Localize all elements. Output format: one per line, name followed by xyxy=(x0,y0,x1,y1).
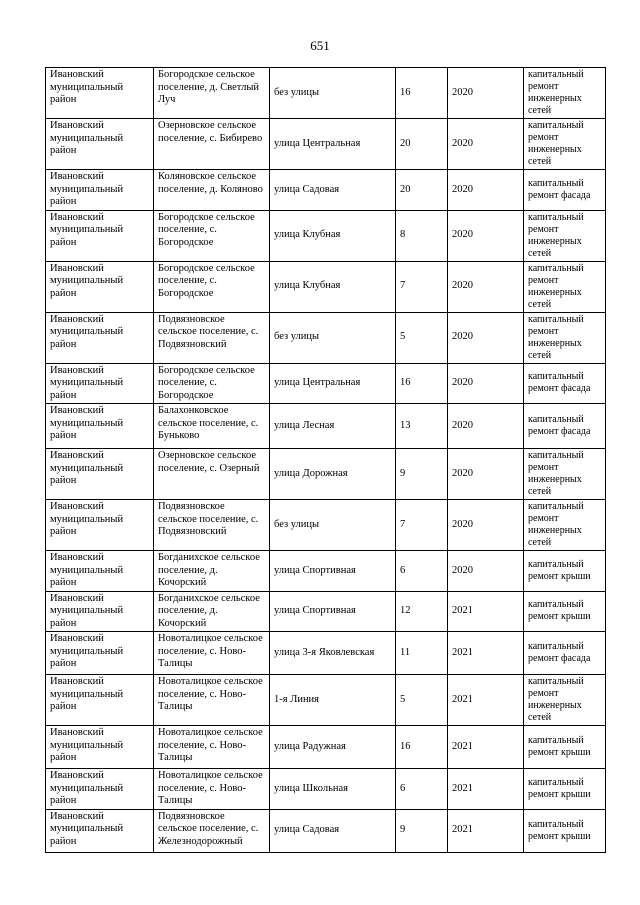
house-number-cell: 20 xyxy=(396,170,448,211)
year-cell: 2020 xyxy=(448,551,524,592)
house-number-cell: 8 xyxy=(396,210,448,261)
house-number-cell: 7 xyxy=(396,261,448,312)
house-number-cell: 6 xyxy=(396,769,448,810)
table-body xyxy=(46,68,606,853)
settlement-cell: Новоталицкое сельское поселение, с. Ново-Талицы xyxy=(154,726,270,769)
work-type-cell: капитальный ремонт крыши xyxy=(524,809,606,852)
housing-repair-table xyxy=(45,67,606,853)
table-row xyxy=(46,312,606,363)
table-row xyxy=(46,210,606,261)
house-number-cell: 16 xyxy=(396,68,448,119)
year-cell: 2020 xyxy=(448,363,524,404)
settlement-cell: Богданихское сельское поселение, д. Кочорский xyxy=(154,591,270,632)
table-row xyxy=(46,591,606,632)
street-cell: без улицы xyxy=(270,68,396,119)
street-cell: улица Лесная xyxy=(270,404,396,449)
district-cell: Ивановский муниципальный район xyxy=(46,210,154,261)
district-cell: Ивановский муниципальный район xyxy=(46,261,154,312)
district-cell: Ивановский муниципальный район xyxy=(46,591,154,632)
settlement-cell: Богородское сельское поселение, с. Богородское xyxy=(154,363,270,404)
year-cell: 2021 xyxy=(448,675,524,726)
house-number-cell: 9 xyxy=(396,449,448,500)
table-row xyxy=(46,632,606,675)
settlement-cell: Богородское сельское поселение, с. Богородское xyxy=(154,261,270,312)
settlement-cell: Коляновское сельское поселение, д. Коляново xyxy=(154,170,270,211)
table-row xyxy=(46,261,606,312)
settlement-cell: Подвязновское сельское поселение, с. Подвязновский xyxy=(154,312,270,363)
house-number-cell: 6 xyxy=(396,551,448,592)
settlement-cell: Озерновское сельское поселение, с. Озерный xyxy=(154,449,270,500)
year-cell: 2021 xyxy=(448,769,524,810)
settlement-cell: Озерновское сельское поселение, с. Бибирево xyxy=(154,119,270,170)
street-cell: улица Спортивная xyxy=(270,591,396,632)
year-cell: 2021 xyxy=(448,809,524,852)
district-cell: Ивановский муниципальный район xyxy=(46,404,154,449)
year-cell: 2020 xyxy=(448,449,524,500)
house-number-cell: 20 xyxy=(396,119,448,170)
district-cell: Ивановский муниципальный район xyxy=(46,809,154,852)
settlement-cell: Богданихское сельское поселение, д. Кочорский xyxy=(154,551,270,592)
work-type-cell: капитальный ремонт инженерных сетей xyxy=(524,119,606,170)
street-cell: улица Садовая xyxy=(270,809,396,852)
district-cell: Ивановский муниципальный район xyxy=(46,68,154,119)
table-row xyxy=(46,449,606,500)
street-cell: 1-я Линия xyxy=(270,675,396,726)
district-cell: Ивановский муниципальный район xyxy=(46,119,154,170)
work-type-cell: капитальный ремонт фасада xyxy=(524,170,606,211)
work-type-cell: капитальный ремонт крыши xyxy=(524,591,606,632)
work-type-cell: капитальный ремонт инженерных сетей xyxy=(524,312,606,363)
table-row xyxy=(46,551,606,592)
work-type-cell: капитальный ремонт инженерных сетей xyxy=(524,210,606,261)
street-cell: улица Центральная xyxy=(270,119,396,170)
district-cell: Ивановский муниципальный район xyxy=(46,551,154,592)
year-cell: 2021 xyxy=(448,591,524,632)
street-cell: без улицы xyxy=(270,312,396,363)
settlement-cell: Подвязновское сельское поселение, с. Подвязновский xyxy=(154,500,270,551)
street-cell: без улицы xyxy=(270,500,396,551)
house-number-cell: 7 xyxy=(396,500,448,551)
table-row xyxy=(46,119,606,170)
street-cell: улица Садовая xyxy=(270,170,396,211)
street-cell: улица Клубная xyxy=(270,210,396,261)
house-number-cell: 9 xyxy=(396,809,448,852)
table-row xyxy=(46,363,606,404)
table-row xyxy=(46,500,606,551)
house-number-cell: 11 xyxy=(396,632,448,675)
district-cell: Ивановский муниципальный район xyxy=(46,312,154,363)
settlement-cell: Богородское сельское поселение, д. Светлый Луч xyxy=(154,68,270,119)
settlement-cell: Новоталицкое сельское поселение, с. Ново-Талицы xyxy=(154,769,270,810)
work-type-cell: капитальный ремонт крыши xyxy=(524,726,606,769)
district-cell: Ивановский муниципальный район xyxy=(46,675,154,726)
house-number-cell: 16 xyxy=(396,363,448,404)
work-type-cell: капитальный ремонт инженерных сетей xyxy=(524,449,606,500)
table-row xyxy=(46,404,606,449)
work-type-cell: капитальный ремонт крыши xyxy=(524,551,606,592)
table-row xyxy=(46,68,606,119)
settlement-cell: Богородское сельское поселение, с. Богородское xyxy=(154,210,270,261)
district-cell: Ивановский муниципальный район xyxy=(46,170,154,211)
year-cell: 2020 xyxy=(448,210,524,261)
street-cell: улица Школьная xyxy=(270,769,396,810)
work-type-cell: капитальный ремонт инженерных сетей xyxy=(524,675,606,726)
settlement-cell: Подвязновское сельское поселение, с. Железнодорожный xyxy=(154,809,270,852)
district-cell: Ивановский муниципальный район xyxy=(46,769,154,810)
table-row xyxy=(46,675,606,726)
table-row xyxy=(46,726,606,769)
work-type-cell: капитальный ремонт фасада xyxy=(524,404,606,449)
district-cell: Ивановский муниципальный район xyxy=(46,726,154,769)
street-cell: улица 3-я Яковлевская xyxy=(270,632,396,675)
work-type-cell: капитальный ремонт фасада xyxy=(524,632,606,675)
settlement-cell: Балахонковское сельское поселение, с. Буньково xyxy=(154,404,270,449)
table-row xyxy=(46,170,606,211)
page-number: 651 xyxy=(310,38,330,53)
year-cell: 2021 xyxy=(448,632,524,675)
house-number-cell: 13 xyxy=(396,404,448,449)
district-cell: Ивановский муниципальный район xyxy=(46,449,154,500)
district-cell: Ивановский муниципальный район xyxy=(46,500,154,551)
work-type-cell: капитальный ремонт инженерных сетей xyxy=(524,68,606,119)
district-cell: Ивановский муниципальный район xyxy=(46,632,154,675)
house-number-cell: 5 xyxy=(396,312,448,363)
house-number-cell: 12 xyxy=(396,591,448,632)
street-cell: улица Клубная xyxy=(270,261,396,312)
table-row xyxy=(46,769,606,810)
work-type-cell: капитальный ремонт фасада xyxy=(524,363,606,404)
work-type-cell: капитальный ремонт инженерных сетей xyxy=(524,261,606,312)
year-cell: 2020 xyxy=(448,119,524,170)
street-cell: улица Дорожная xyxy=(270,449,396,500)
year-cell: 2020 xyxy=(448,404,524,449)
settlement-cell: Новоталицкое сельское поселение, с. Ново-Талицы xyxy=(154,632,270,675)
house-number-cell: 16 xyxy=(396,726,448,769)
settlement-cell: Новоталицкое сельское поселение, с. Ново-Талицы xyxy=(154,675,270,726)
year-cell: 2020 xyxy=(448,68,524,119)
street-cell: улица Спортивная xyxy=(270,551,396,592)
year-cell: 2020 xyxy=(448,261,524,312)
house-number-cell: 5 xyxy=(396,675,448,726)
year-cell: 2020 xyxy=(448,312,524,363)
work-type-cell: капитальный ремонт инженерных сетей xyxy=(524,500,606,551)
street-cell: улица Радужная xyxy=(270,726,396,769)
year-cell: 2020 xyxy=(448,170,524,211)
year-cell: 2021 xyxy=(448,726,524,769)
table-row xyxy=(46,809,606,852)
work-type-cell: капитальный ремонт крыши xyxy=(524,769,606,810)
district-cell: Ивановский муниципальный район xyxy=(46,363,154,404)
street-cell: улица Центральная xyxy=(270,363,396,404)
year-cell: 2020 xyxy=(448,500,524,551)
